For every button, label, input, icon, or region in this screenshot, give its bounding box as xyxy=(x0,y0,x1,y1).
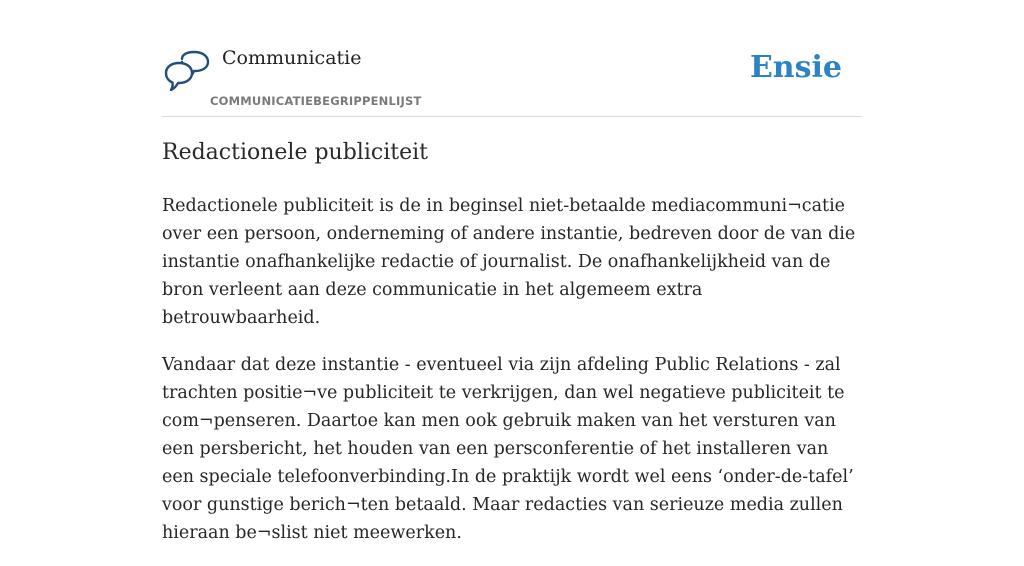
article-title: Redactionele publiciteit xyxy=(162,140,428,165)
site-header xyxy=(162,0,862,117)
article-body xyxy=(162,192,862,566)
page xyxy=(162,0,862,543)
article-paragraph: Redactionele publiciteit is de in beginsel niet-betaalde mediacommuni¬catie over een persoon, onderneming of andere instantie, bedreven door de van die instantie onafhankelijke redactie of journalist. De onafhankelijkheid van de bron verleent aan deze communicatie in het algemeem extra betrouwbaarheid. xyxy=(162,196,856,328)
article-paragraph: Vandaar dat deze instantie - eventueel via zijn afdeling Public Relations - zal trachten positie¬ve publiciteit te verkrijgen, dan wel negatieve publiciteit te com¬penseren. Daartoe kan men ook gebruik maken van het versturen van een persbericht, het houden van een persconferentie of het installeren van een speciale telefoonverbinding.In de praktijk wordt wel eens ‘onder-de-tafel’ voor gunstige berich¬ten betaald. Maar redacties van serieuze media zullen hieraan be¬slist niet meewerken. xyxy=(162,355,854,543)
site-subtitle: COMMUNICATIEBEGRIPPENLIJST xyxy=(210,94,422,108)
speech-bubbles-icon[interactable] xyxy=(164,50,210,92)
ensie-brand-link[interactable]: Ensie xyxy=(749,50,842,85)
site-title-link[interactable]: Communicatie xyxy=(222,47,362,69)
